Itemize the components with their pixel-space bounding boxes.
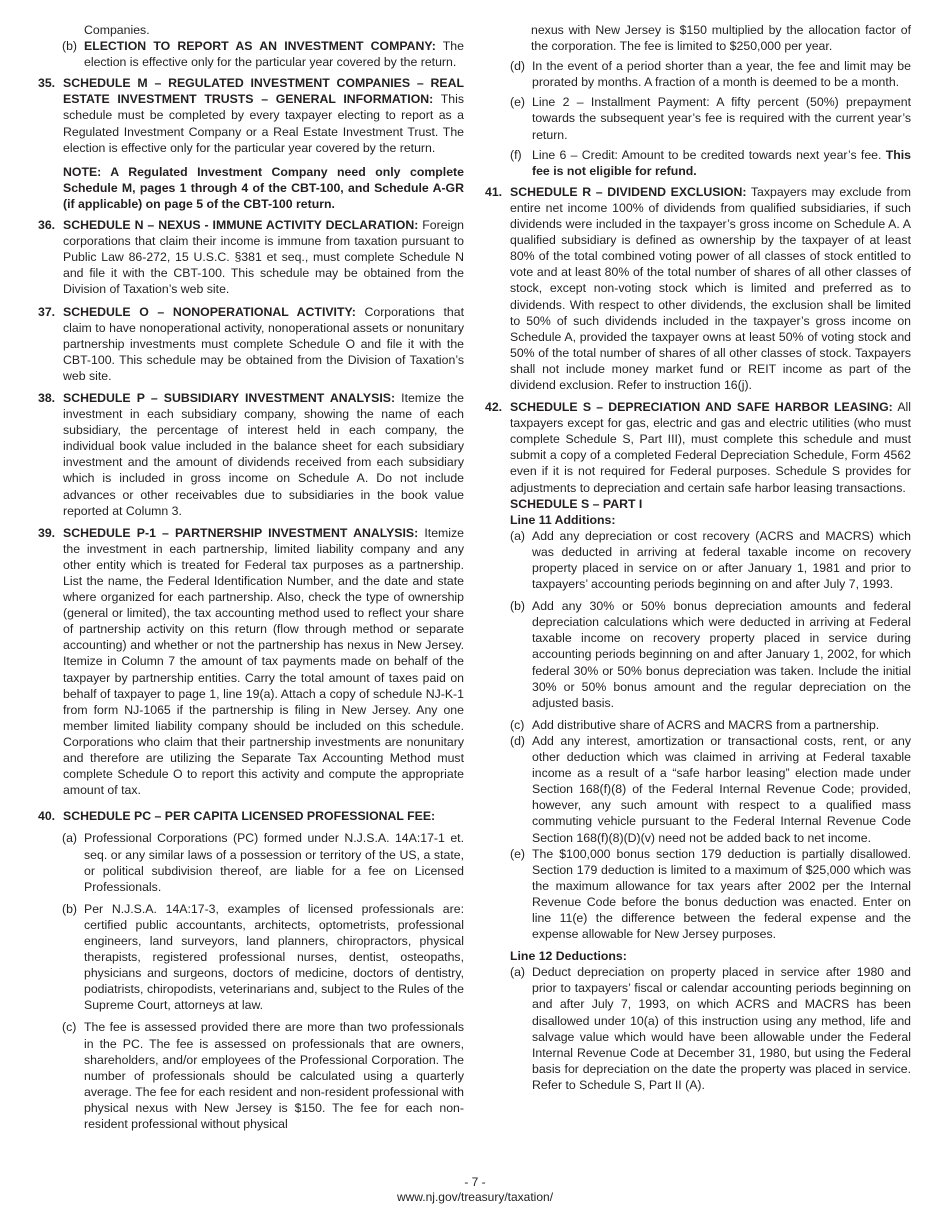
section-number: 39. [38,525,56,540]
item-label: (d) [510,59,526,74]
section-text: This schedule must be completed by every taxpayer electing to report as a Regulated Investment Company or a Real Estate Investment Trust. The election is effective only for the particular year covered by the return. [63,92,464,155]
item-text: Add any depreciation or cost recovery (ACRS and MACRS) which was deducted in arriving at federal taxable income on recovery property placed in service on or after January 1, 1981 and prior to taxpayers’ accounting periods beginning on and after July 7, 1993. [532,528,911,592]
item-text: Add distributive share of ACRS and MACRS from a partnership. [532,717,880,732]
line-11-item-c [510,717,911,733]
item-label: (a) [62,831,78,846]
section-number: 37. [38,304,56,319]
pc-item-e [510,94,911,142]
pc-item-f [510,147,911,179]
section-title: SCHEDULE M – REGULATED INVESTMENT COMPANIES – REAL ESTATE INVESTMENT TRUSTS – GENERAL INFORMATION: [63,76,464,107]
item-label: (d) [510,733,526,748]
section-40 [38,808,464,824]
section-number: 38. [38,390,56,405]
section-title: SCHEDULE P-1 – PARTNERSHIP INVESTMENT ANALYSIS: [63,525,419,540]
section-number: 41. [485,184,503,199]
line-12-item-a [510,964,911,1093]
section-text: Itemize the investment in each partnership, limited liability company and any other entity which is treated for Federal tax purposes as a partnership. List the name, the Federal Identification Number, and the date and state where organized for each partnership. Also, check the type of ownership (general or limited), the tax accounting method used to reflect your share of partnership activity on this return (flow through method or separate accounting) and whether or not the partnership has nexus in New Jersey. Itemize in Column 7 the amount of tax payments made on behalf of the taxpayer by partnership entities. Carry the total amount of taxes paid on behalf of taxpayer to page 1, line 19(a). Attach a copy of schedule NJ-K-1 from form NJ-1065 if the partnership is filing in New Jersey. Any one member limited liability company should be included on this schedule. Corporations who claim that their partnership investments are nonunitary and therefore are utilizing the Separate Tax Accounting Method must complete Schedule O to report this activity and compute the appropriate amount of tax. [63,525,464,798]
section-number: 36. [38,218,56,233]
section-number: 35. [38,76,56,91]
item-text: Add any interest, amortization or transactional costs, rent, or any other deduction which was claimed in arriving at Federal taxable income as a result of a “safe harbor leasing” election made under Section 168(f)(8) of the Federal Internal Revenue Code; provided, however, any such amount with respect to a qualified mass commuting vehicle pursuant to the Federal Internal Revenue Code Section 168(f)(8)(D)(v) need not be added back to net income. [532,733,911,845]
left-column [38,22,464,1132]
item-bold-text: This fee is not eligible for refund. [532,147,911,178]
item-text: The $100,000 bonus section 179 deduction is partially disallowed. Section 179 deduction is limited to a maximum of $25,000 which was the maximum allowance for tax years after 2002 per the Internal Revenue Code before the bonus deduction was enacted. Enter on line 11(e) the difference between the federal expense and the expense allowable for New Jersey purposes. [532,846,911,942]
part-1-heading: SCHEDULE S – PART I [510,496,643,511]
election-item [62,38,464,70]
section-text: Foreign corporations that claim their income is immune from taxation pursuant to Public Law 86-272, 15 U.S.C. §381 et seq., must complete Schedule N and file it with the CBT-100. This schedule may be obtained from the Division of Taxation’s web site. [63,218,464,297]
line-11-item-d [510,733,911,846]
item-text: Per N.J.S.A. 14A:17-3, examples of licensed professionals are: certified public accountants, architects, optometrists, professional engineers, land surveyors, land planners, chiropractors, physical therapists, registered professional nurses, dentist, osteopaths, physicians and surgeons, doctors of medicine, doctors of dentistry, podiatrists, chiropodists, veterinarians and, subject to the Rules of the Supreme Court, attorneys at law. [84,901,464,1013]
item-text: Deduct depreciation on property placed in service after 1980 and prior to taxpayers’ fiscal or calendar accounting periods beginning on and after July 7, 1993, on which ACRS and MACRS has been disallowed under 10(a) of this instruction using any method, life and salvage value which would have been allowable under the Federal Internal Revenue Code at December 31, 1980, but using the Federal basis for depreciation on the date the property was placed in service. Refer to Schedule S, Part II (A). [532,965,911,1092]
line-11-item-e [510,846,911,943]
item-label: (f) [510,147,522,162]
item-text: Add any 30% or 50% bonus depreciation amounts and federal depreciation calculations which were deducted in arriving at Federal taxable income on recovery property placed in service during accounting periods beginning on and after January 1, 2002, for which federal 30% or 50% bonus depreciation was taken. Include the initial 30% or 50% bonus amount and the regular depreciation on the adjusted basis. [532,599,911,710]
item-text: The election is effective only for the particular year covered by the return. [84,39,464,70]
item-label: (b) [510,599,526,614]
line-11-item-a [510,528,911,592]
item-label: (e) [510,95,526,110]
pc-item-d [510,58,911,90]
section-text: Taxpayers may exclude from entire net income 100% of dividends from qualified subsidiaries, if such dividends were included in the taxpayer’s gross income on Schedule A. A qualified subsidiary is defined as ownership by the taxpayer of at least 80% of the total combined voting power of all classes of stock entitled to vote and at least 80% of the total number of shares of all other classes of stock, except non-voting stock which is limited and preferred as to dividends. With respect to other dividends, the exclusion shall be limited to 50% of such dividends included in the taxpayer’s gross income on Schedule A, provided the taxpayer owns at least 50% of voting stock and 50% of the total number of shares of all other classes of stock. Taxpayers shall not include money market fund or REIT income as part of the dividend exclusion. Refer to instruction 16(j). [510,184,911,392]
page-number: - 7 - [464,1175,486,1189]
item-label: (e) [510,846,526,861]
section-number: 42. [485,400,503,415]
item-label: (b) [62,39,78,54]
item-text: Line 2 – Installment Payment: A fifty percent (50%) prepayment towards the subsequent year’s fee is required with the current year’s return. [532,95,911,142]
item-title: ELECTION TO REPORT AS AN INVESTMENT COMPANY: [84,39,436,54]
footer-url: www.nj.gov/treasury/taxation/ [396,1190,554,1204]
section-38 [38,390,464,519]
section-41 [485,184,911,393]
section-title: SCHEDULE O – NONOPERATIONAL ACTIVITY: [63,304,356,319]
section-36 [38,217,464,297]
right-column [485,22,911,1093]
section-title: SCHEDULE N – NEXUS - IMMUNE ACTIVITY DECLARATION: [63,218,419,233]
item-text: Line 6 – Credit: Amount to be credited towards next year’s fee. [532,147,882,162]
item-text: In the event of a period shorter than a year, the fee and limit may be prorated by months. A fraction of a month is deemed to be a month. [532,59,911,90]
item-label: (b) [62,901,78,916]
section-35 [38,75,464,155]
item-label: (a) [510,528,526,543]
item-label: (c) [510,717,525,732]
continued-text: Companies. [84,23,150,37]
line-12-heading: Line 12 Deductions: [510,949,627,964]
section-35-note: NOTE: A Regulated Investment Company need only complete Schedule M, pages 1 through 4 of the CBT-100, and Schedule A-GR (if applicable) on page 5 of the CBT-100 return. [63,164,464,211]
section-42 [485,399,911,496]
section-title: SCHEDULE R – DIVIDEND EXCLUSION: [510,184,747,199]
section-title: SCHEDULE P – SUBSIDIARY INVESTMENT ANALYSIS: [63,390,396,405]
item-label: (c) [62,1020,77,1035]
section-number: 40. [38,809,56,824]
item-label: (a) [510,965,526,980]
section-title: SCHEDULE S – DEPRECIATION AND SAFE HARBOR LEASING: [510,400,893,415]
continued-text: nexus with New Jersey is $150 multiplied by the allocation factor of the corporation. The fee is limited to $250,000 per year. [531,23,911,54]
line-11-heading: Line 11 Additions: [510,512,616,527]
section-text: Itemize the investment in each subsidiary company, showing the name of each subsidiary, the percentage of interest held in each company, the individual book value included in the balance sheet for each subsidiary investment and the amount of dividends received from each subsidiary which is included in gross income on Schedule A. Do not include advances or other receivables due to subsidiaries in the book value reported at Column 3. [63,390,465,518]
item-text: The fee is assessed provided there are more than two professionals in the PC. The fee is assessed on professionals that are owners, shareholders, and/or employees of the Professional Corporation. The number of professionals should be calculated using a quarterly average. The fee for each resident and non-resident professional with physical nexus with New Jersey is $150. The fee for each non-resident professional without physical [84,1020,464,1131]
section-39 [38,525,464,799]
pc-item-c [62,1019,464,1132]
pc-item-a [62,830,464,894]
pc-item-b [62,901,464,1014]
section-title: SCHEDULE PC – PER CAPITA LICENSED PROFESSIONAL FEE: [63,809,436,824]
line-11-item-b [510,598,911,711]
section-text: Corporations that claim to have nonoperational activity, nonoperational assets or nonunitary partnership investments must complete Schedule O and file it with the CBT-100. This schedule may be obtained from the Division of Taxation’s web site. [63,304,464,383]
section-37 [38,304,464,384]
item-text: Professional Corporations (PC) formed under N.J.S.A. 14A:17-1 et. seq. or any similar laws of a possession or territory of the US, a state, or political subdivision thereof, are liable for a fee on Licensed Professionals. [84,831,464,894]
section-text: All taxpayers except for gas, electric and gas and electric utilities (who must complete Schedule S, Part III), must complete this schedule and must submit a copy of a completed Federal Depreciation Schedule, Form 4562 even if it is not required for Federal purposes. Schedule S provides for adjustments to depreciation and certain safe harbor leasing transactions. [510,400,911,495]
